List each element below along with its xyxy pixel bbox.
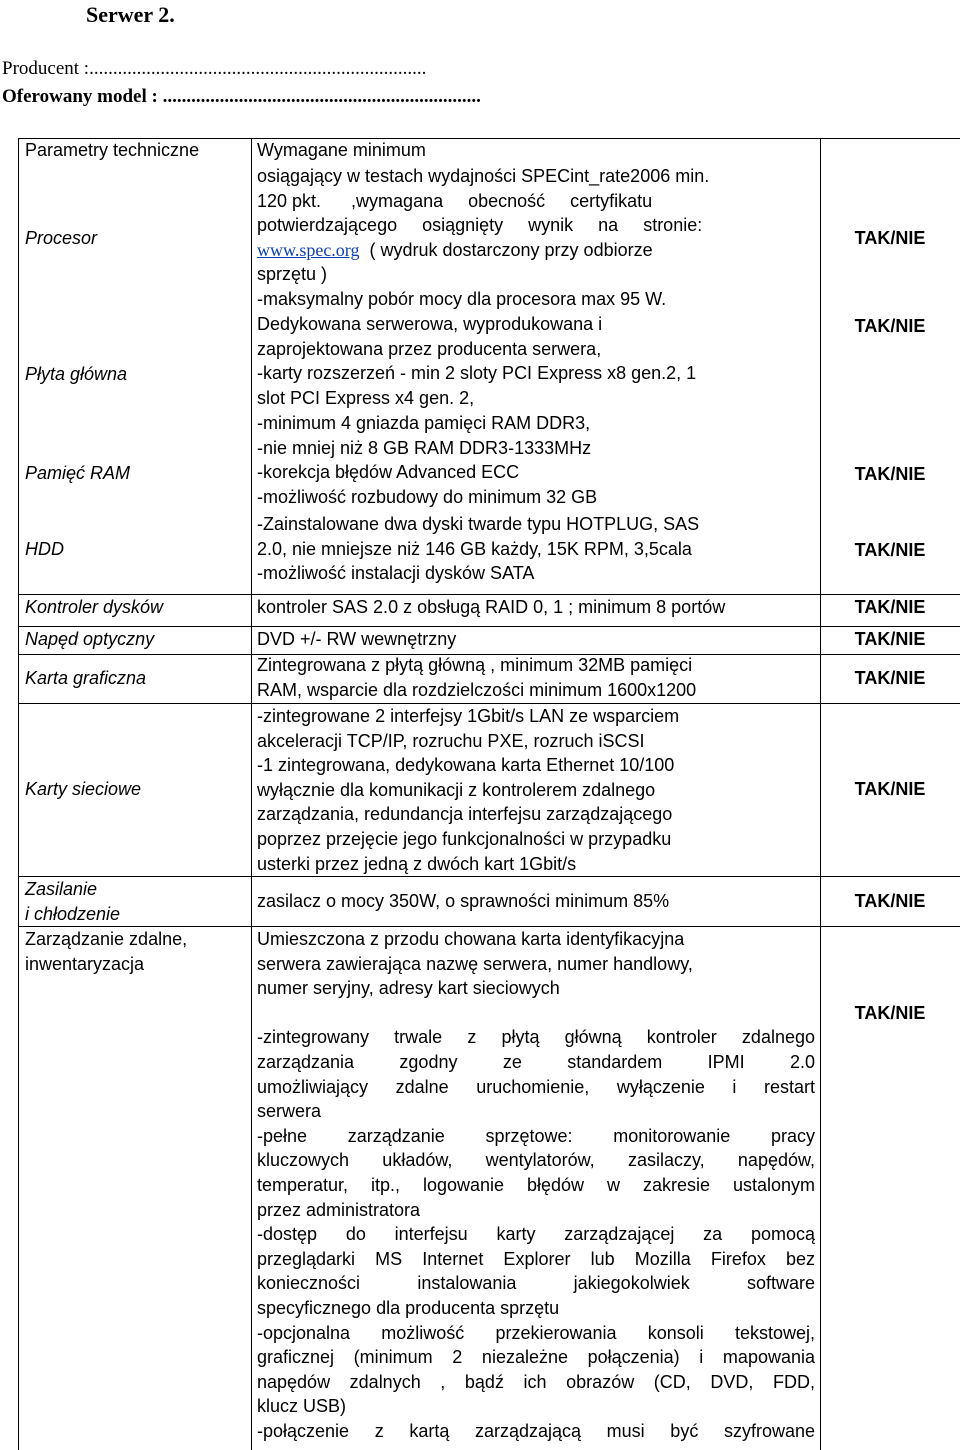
req-line: potwierdzającego osiągnięty wynik na stronie:	[257, 215, 703, 236]
req-line: -karty rozszerzeń - min 2 sloty PCI Express x8 gen.2, 1	[257, 363, 697, 384]
req-line: sprzętu )	[257, 264, 328, 285]
row-label-line: Zarządzanie zdalne,	[25, 929, 188, 949]
req-line: konieczności instalowania jakiegokolwiek software	[257, 1273, 815, 1294]
row-label-naped: Napęd optyczny	[25, 629, 155, 649]
row-label-zarzadzanie	[25, 927, 250, 976]
req-line: serwera zawierająca nazwę serwera, numer handlowy,	[257, 953, 693, 974]
req-line: przez administratora	[257, 1199, 421, 1220]
row-label-line: Zasilanie	[25, 879, 98, 899]
row-requirements-karta-graficzna	[257, 653, 815, 702]
row-label-line: i chłodzenie	[25, 903, 121, 924]
row-requirements-zasilanie	[257, 889, 815, 914]
row-label-line: inwentaryzacja	[25, 953, 145, 974]
row-label-ram: Pamięć RAM	[25, 463, 131, 483]
row-label-karty-sieciowe: Karty sieciowe	[25, 779, 142, 799]
req-line: -nie mniej niż 8 GB RAM DDR3-1333MHz	[257, 437, 592, 458]
column-header-parameters: Parametry techniczne	[25, 140, 200, 160]
answer-karta-graficzna[interactable]: TAK/NIE	[854, 668, 926, 688]
table-divider-col1	[251, 138, 252, 1450]
row-requirements-ram	[257, 411, 815, 509]
req-line: -Zainstalowane dwa dyski twarde typu HOTPLUG, SAS	[257, 514, 700, 534]
req-line: wyłącznie dla komunikacji z kontrolerem zdalnego	[257, 779, 656, 800]
req-line: 120 pkt. ,wymagana obecność certyfikatu	[257, 190, 653, 211]
req-line: 2.0, nie mniejsze niż 146 GB każdy, 15K RPM, 3,5cala	[257, 538, 692, 559]
answer-plyta[interactable]: TAK/NIE	[854, 316, 926, 336]
req-line	[257, 238, 815, 263]
req-line: DVD +/- RW wewnętrzny	[257, 629, 457, 649]
row-label-karta-graficzna: Karta graficzna	[25, 668, 147, 688]
row-requirements-procesor	[257, 164, 815, 312]
answer-zarzadzanie[interactable]: TAK/NIE	[854, 1003, 926, 1023]
column-header-requirements: Wymagane minimum	[257, 140, 426, 160]
req-line: klucz USB)	[257, 1396, 347, 1417]
row-label-zasilanie	[25, 877, 250, 926]
req-line: -maksymalny pobór mocy dla procesora max 95 W.	[257, 288, 667, 309]
req-line: przeglądarki MS Internet Explorer lub Mozilla Firefox bez	[257, 1248, 815, 1269]
answer-procesor[interactable]: TAK/NIE	[854, 228, 926, 248]
req-line: slot PCI Express x4 gen. 2,	[257, 387, 475, 408]
row-label-procesor: Procesor	[25, 228, 98, 248]
req-line: akceleracji TCP/IP, rozruchu PXE, rozruch iSCSI	[257, 730, 645, 751]
req-line: zarządzania, redundancja interfejsu zarządzającego	[257, 804, 673, 825]
req-line: kontroler SAS 2.0 z obsługą RAID 0, 1 ; minimum 8 portów	[257, 597, 726, 617]
req-line: zarządzania zgodny ze standardem IPMI 2.0	[257, 1051, 815, 1072]
req-line-spacer	[257, 1001, 815, 1026]
row-label-plyta: Płyta główna	[25, 364, 128, 384]
req-line: specyficznego dla producenta sprzętu	[257, 1297, 560, 1318]
answer-karty-sieciowe[interactable]: TAK/NIE	[854, 779, 926, 799]
row-requirements-kontroler	[257, 595, 815, 620]
req-line: Dedykowana serwerowa, wyprodukowana i	[257, 314, 603, 334]
req-line: graficznej (minimum 2 niezależne połączenia) i mapowania	[257, 1347, 815, 1368]
offered-model-field: Oferowany model : ...................................................................	[2, 86, 481, 107]
req-line: -minimum 4 gniazda pamięci RAM DDR3,	[257, 413, 591, 433]
req-line-text: ( wydruk dostarczony przy odbiorze	[359, 239, 653, 260]
answer-naped[interactable]: TAK/NIE	[854, 629, 926, 649]
req-line: kluczowych układów, wentylatorów, zasilaczy, napędów,	[257, 1150, 815, 1171]
spec-link[interactable]: www.spec.org	[257, 239, 360, 260]
row-label-kontroler: Kontroler dysków	[25, 597, 164, 617]
req-line: umożliwiający zdalne uruchomienie, wyłączenie i restart	[257, 1076, 815, 1097]
row-requirements-naped	[257, 627, 815, 652]
answer-zasilanie[interactable]: TAK/NIE	[854, 891, 926, 911]
page-title: Serwer 2.	[86, 2, 175, 27]
row-requirements-hdd	[257, 512, 815, 586]
row-requirements-karty-sieciowe	[257, 704, 815, 876]
answer-kontroler[interactable]: TAK/NIE	[854, 597, 926, 617]
req-line: numer seryjny, adresy kart sieciowych	[257, 978, 560, 999]
req-line: RAM, wsparcie dla rozdzielczości minimum 1600x1200	[257, 679, 697, 700]
req-line: -dostęp do interfejsu karty zarządzającej za pomocą	[257, 1224, 815, 1245]
req-line: napędów zdalnych , bądź ich obrazów (CD, DVD, FDD,	[257, 1371, 815, 1392]
answer-hdd[interactable]: TAK/NIE	[854, 540, 926, 560]
req-line: osiągający w testach wydajności SPECint_rate2006 min.	[257, 166, 710, 186]
row-requirements-plyta	[257, 312, 815, 410]
req-line: -możliwość rozbudowy do minimum 32 GB	[257, 486, 598, 507]
row-requirements-zarzadzanie	[257, 927, 815, 1443]
req-line: poprzez przejęcie jego funkcjonalności w przypadku	[257, 828, 672, 849]
req-line: zaprojektowana przez producenta serwera,	[257, 338, 602, 359]
req-line: serwera	[257, 1101, 322, 1122]
row-label-hdd: HDD	[25, 539, 64, 559]
req-line: temperatur, itp., logowanie błędów w zakresie ustalonym	[257, 1174, 815, 1195]
req-line: -możliwość instalacji dysków SATA	[257, 563, 535, 584]
req-line: -opcjonalna możliwość przekierowania konsoli tekstowej,	[257, 1322, 815, 1343]
table-border-left	[18, 138, 19, 1450]
req-line: -korekcja błędów Advanced ECC	[257, 462, 520, 483]
req-line: -połączenie z kartą zarządzającą musi być szyfrowane	[257, 1420, 815, 1441]
req-line: -zintegrowany trwale z płytą główną kontroler zdalnego	[257, 1027, 815, 1048]
req-line: -pełne zarządzanie sprzętowe: monitorowanie pracy	[257, 1125, 815, 1146]
req-line: Zintegrowana z płytą główną , minimum 32MB pamięci	[257, 655, 693, 675]
answer-ram[interactable]: TAK/NIE	[854, 464, 926, 484]
req-line: zasilacz o mocy 350W, o sprawności minimum 85%	[257, 891, 670, 911]
req-line: usterki przez jedną z dwóch kart 1Gbit/s	[257, 853, 577, 874]
req-line: -1 zintegrowana, dedykowana karta Ethernet 10/100	[257, 755, 675, 776]
producer-field: Producent :.......................................................................	[2, 58, 427, 79]
req-line: -zintegrowane 2 interfejsy 1Gbit/s LAN ze wsparciem	[257, 706, 680, 726]
req-line: Umieszczona z przodu chowana karta identyfikacyjna	[257, 929, 685, 949]
